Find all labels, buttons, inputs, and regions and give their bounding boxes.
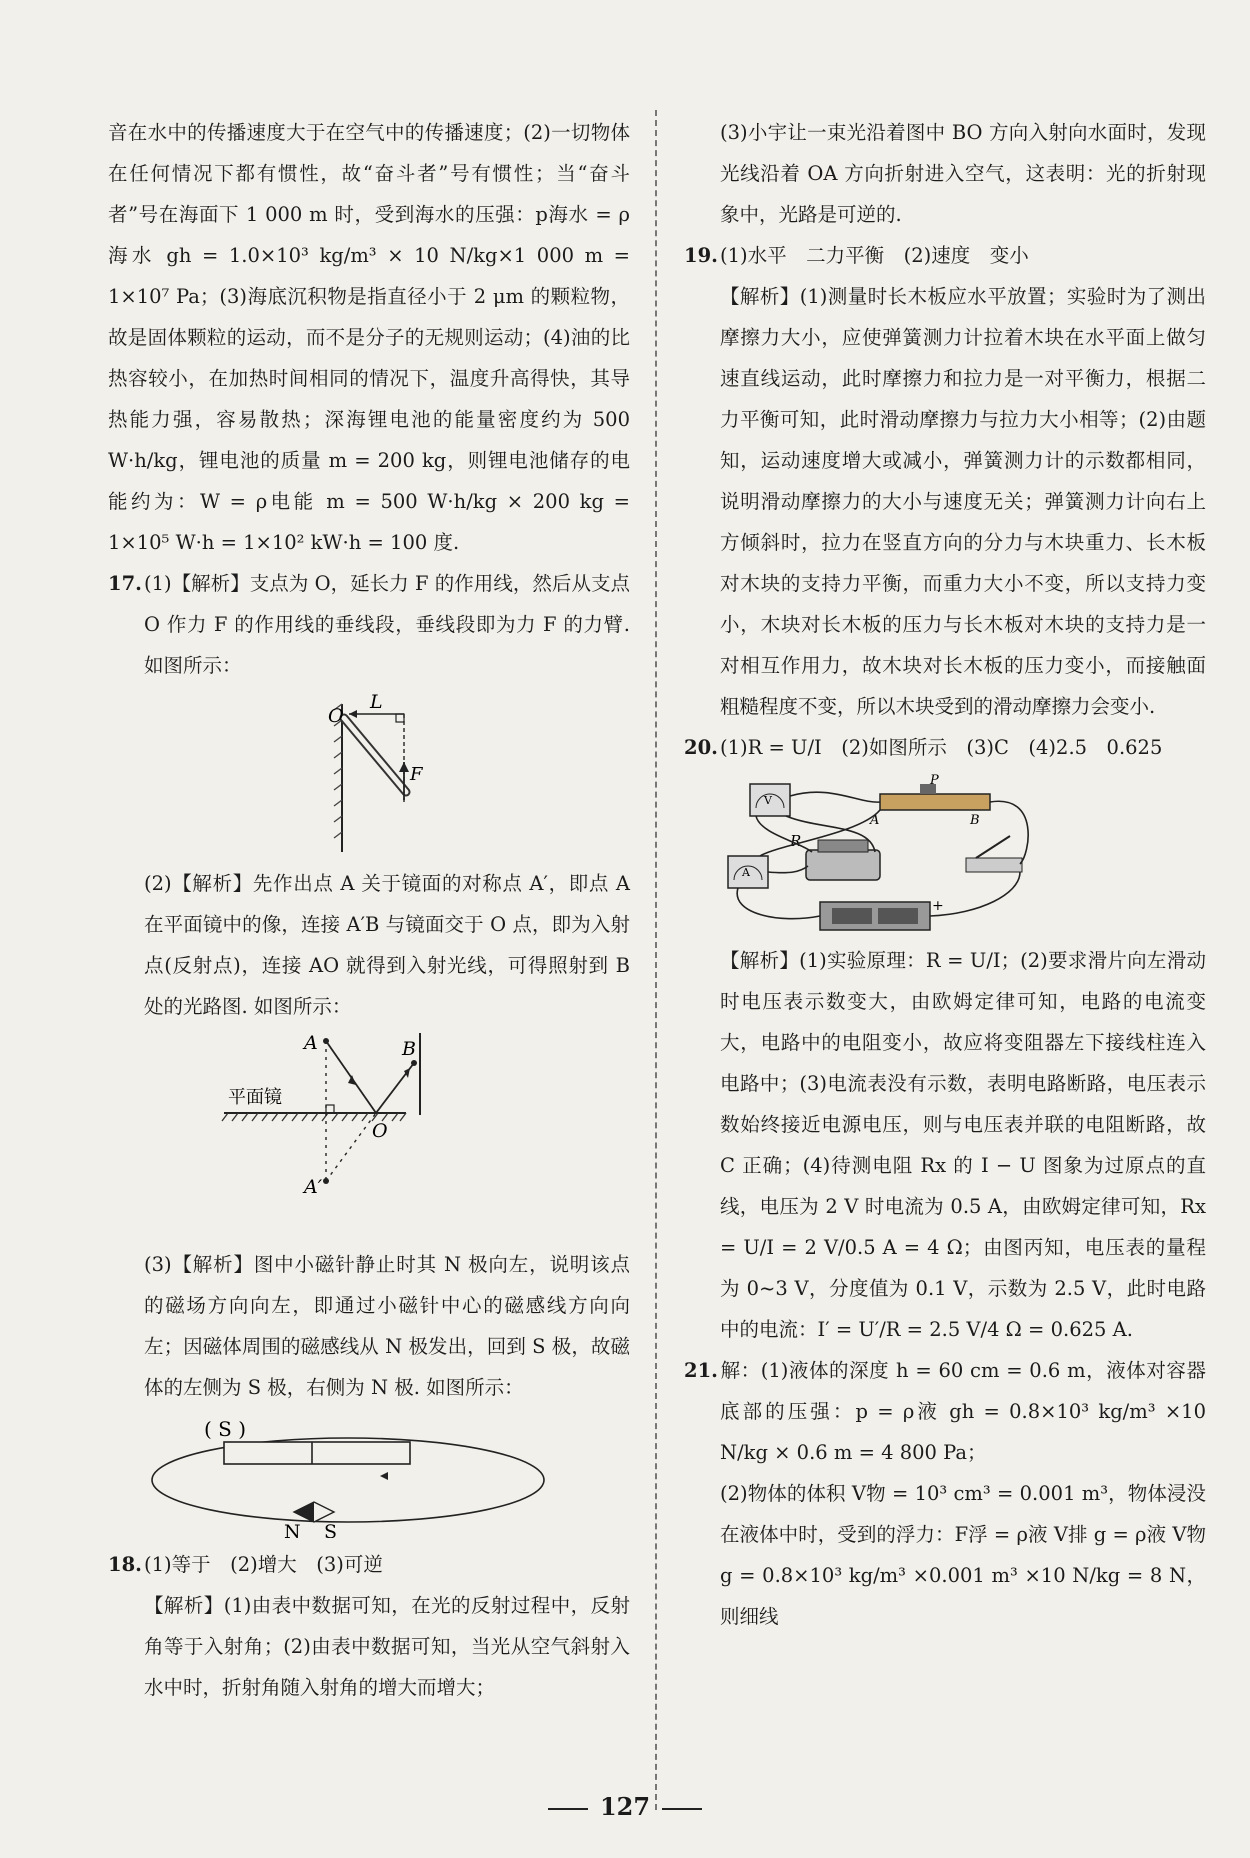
q17-part1: [108, 563, 630, 686]
q19-number: 19.: [684, 244, 718, 267]
label-a-terminal: A: [870, 813, 880, 828]
q20-answer-text: (1)R = U/I (2)如图所示 (3)C (4)2.5 0.625: [720, 736, 1163, 759]
label-a: A: [304, 1033, 318, 1054]
footer-dash-right: [662, 1808, 702, 1810]
page-number-footer: [0, 1792, 1250, 1821]
label-a-meter: A: [742, 866, 750, 879]
q20-number: 20.: [684, 736, 718, 759]
label-b-terminal: B: [970, 813, 980, 828]
label-o2: O: [372, 1120, 388, 1142]
label-p: P: [930, 774, 939, 788]
mirror-figure: [108, 1033, 630, 1238]
q19-answer-text: (1)水平 二力平衡 (2)速度 变小: [720, 244, 1029, 267]
label-v: V: [764, 794, 772, 807]
q17-number: 17.: [108, 572, 142, 595]
q19-answer: [684, 235, 1206, 276]
q18-number: 18.: [108, 1553, 142, 1576]
label-r: R: [790, 832, 802, 850]
q21-part1: [684, 1350, 1206, 1473]
q17-part3: (3)【解析】图中小磁针静止时其 N 极向左，说明该点的磁场方向向左，即通过小磁针中心的磁感线方向向左；因磁体周围的磁感线从 N 极发出，回到 S 极，故磁体的左侧为 S 极，右侧为 N 极. 如图所示：: [144, 1253, 630, 1399]
q18-answer-text: (1)等于 (2)增大 (3)可逆: [144, 1553, 383, 1576]
label-l: L: [370, 692, 383, 713]
q20-answer: [684, 727, 1206, 768]
q19-analysis: 【解析】(1)测量时长木板应水平放置；实验时为了测出摩擦力大小，应使弹簧测力计拉着木块在水平面上做匀速直线运动，此时摩擦力和拉力是一对平衡力，根据二力平衡可知，此时滑动摩擦力与拉力大小相等；(2)由题知，运动速度增大或减小，弹簧测力计的示数都相同，说明滑动摩擦力的大小与速度无关；弹簧测力计向右上方倾斜时，拉力在竖直方向的分力与木块重力、长木板对木块的支持力平衡，而重力大小不变，所以支持力变小，木块对长木板的压力与长木板对木块的支持力是一对相互作用力，故木块对长木板的压力变小，而接触面粗糙程度不变，所以木块受到的滑动摩擦力会变小.: [720, 285, 1206, 718]
label-s-pole: ( S ): [204, 1417, 247, 1441]
q21-part1-text: 解：(1)液体的深度 h = 60 cm = 0.6 m，液体对容器底部的压强：p = ρ液 gh = 0.8×10³ kg/m³ ×10 N/kg × 0.6 m = 4 800 Pa；: [720, 1359, 1206, 1464]
label-s: S: [324, 1521, 338, 1538]
page-number: 127: [599, 1792, 651, 1821]
q17-part2: (2)【解析】先作出点 A 关于镜面的对称点 A′，即点 A 在平面镜中的像，连接 A′B 与镜面交于 O 点，即为入射点(反射点)，连接 AO 就得到入射光线，可得照射到 B 处的光路图. 如图所示：: [144, 872, 630, 1018]
label-o: O: [328, 705, 344, 727]
q21-part2: (2)物体的体积 V物 = 10³ cm³ = 0.001 m³，物体浸没在液体中时，受到的浮力：F浮 = ρ液 V排 g = ρ液 V物 g = 0.8×10³ kg/m³ ×0.001 m³ ×10 N/kg = 8 N，则细线: [720, 1482, 1206, 1628]
label-n: N: [284, 1521, 301, 1538]
label-plus: +: [932, 898, 944, 914]
column-divider: [655, 110, 657, 1810]
label-b: B: [402, 1038, 416, 1060]
q18-analysis: 【解析】(1)由表中数据可知，在光的反射过程中，反射角等于入射角；(2)由表中数据可知，当光从空气斜射入水中时，折射角随入射角的增大而增大；: [144, 1594, 630, 1699]
q18-analysis-continued: (3)小宇让一束光沿着图中 BO 方向入射向水面时，发现光线沿着 OA 方向折射进入空气，这表明：光的折射现象中，光路是可逆的.: [720, 121, 1206, 226]
q21-number: 21.: [684, 1359, 718, 1382]
q18-answer: [108, 1544, 630, 1585]
footer-dash-left: [548, 1808, 588, 1810]
label-f: F: [410, 764, 423, 785]
right-column: [684, 112, 1206, 1637]
circuit-figure: [684, 774, 1206, 934]
left-column: [108, 112, 630, 1708]
magnet-figure: [108, 1414, 630, 1538]
label-a-prime: A′: [304, 1176, 323, 1198]
label-mirror: 平面镜: [228, 1087, 282, 1108]
q17-part1-text: (1)【解析】支点为 O，延长力 F 的作用线，然后从支点 O 作力 F 的作用线的垂线段，垂线段即为力 F 的力臂. 如图所示：: [144, 572, 630, 677]
q20-analysis: 【解析】(1)实验原理：R = U/I；(2)要求滑片向左滑动时电压表示数变大，由欧姆定律可知，电路的电流变大，电路中的电阻变小，故应将变阻器左下接线柱连入电路中；(3)电流表没有示数，表明电路断路，电压表示数始终接近电源电压，则与电压表并联的电阻断路，故 C 正确；(4)待测电阻 Rx 的 I − U 图象为过原点的直线，电压为 2 V 时电流为 0.5 A，由欧姆定律可知，Rx = U/I = 2 V/0.5 A = 4 Ω；由图丙知，电压表的量程为 0~3 V，分度值为 0.1 V，示数为 2.5 V，此时电路中的电流：I′ = U′/R = 2.5 V/4 Ω = 0.625 A.: [720, 949, 1206, 1341]
lever-figure: [108, 692, 630, 857]
paragraph-q16-continued: 音在水中的传播速度大于在空气中的传播速度；(2)一切物体在任何情况下都有惯性，故“奋斗者”号有惯性；当“奋斗者”号在海面下 1 000 m 时，受到海水的压强：p海水 = ρ海水 gh = 1.0×10³ kg/m³ × 10 N/kg×1 000 m = 1×10⁷ Pa；(3)海底沉积物是指直径小于 2 μm 的颗粒物，故是固体颗粒的运动，而不是分子的无规则运动；(4)油的比热容较小，在加热时间相同的情况下，温度升高得快，其导热能力强，容易散热；深海锂电池的能量密度约为 500 W·h/kg，锂电池的质量 m = 200 kg，则锂电池储存的电能约为：W = ρ电能 m = 500 W·h/kg × 200 kg = 1×10⁵ W·h = 1×10² kW·h = 100 度.: [108, 121, 630, 554]
